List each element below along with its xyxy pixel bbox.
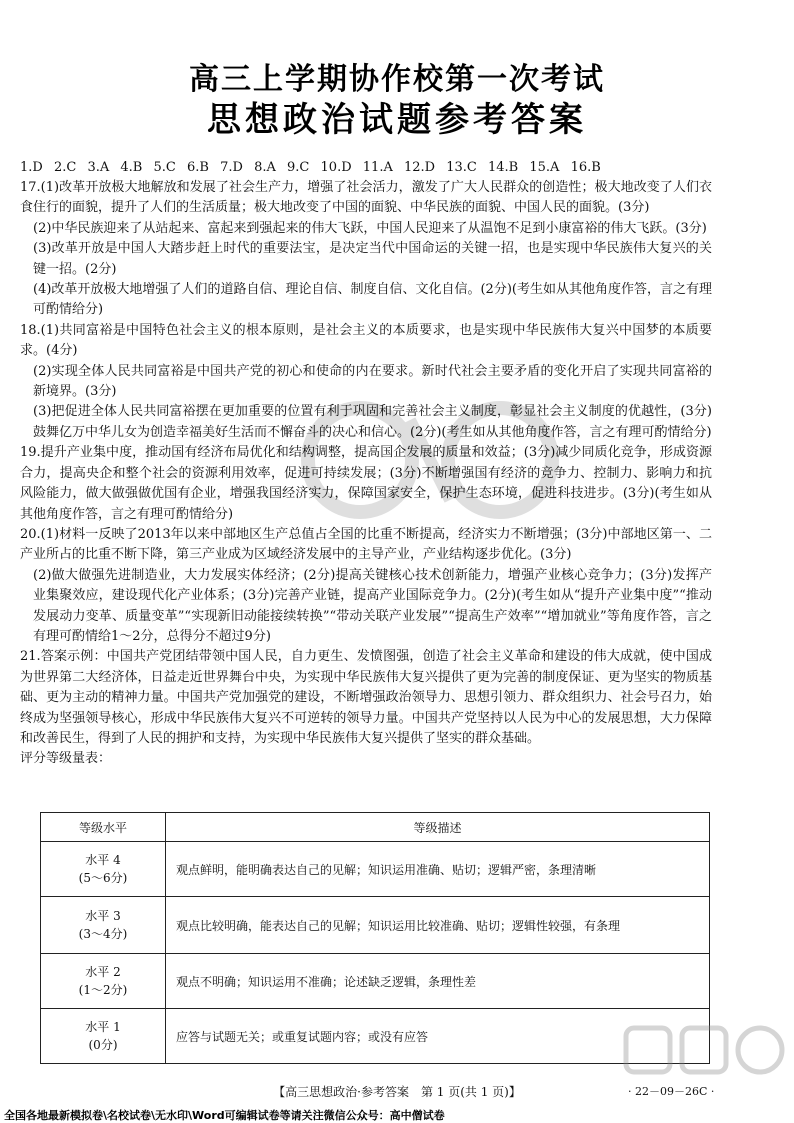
choice-answer: 2.C	[53, 160, 77, 175]
question-17	[20, 178, 712, 321]
rubric-score: (3～4分)	[78, 927, 128, 941]
q17-part4: (4)改革开放极大地增强了人们的道路自信、理论自信、制度自信、文化自信。(2分)(考生如从其他角度作答，言之有理可酌情给分)	[33, 282, 712, 318]
answer-body	[20, 178, 712, 770]
rubric-label: 评分等级量表：	[20, 751, 112, 767]
choice-answer: 1.D	[20, 160, 43, 175]
choice-answer: 9.C	[287, 160, 310, 175]
q17-part2: (2)中华民族迎来了从站起来、富起来到强起来的伟大飞跃，中国人民迎来了从温饱不足到小康富裕的伟大飞跃。(3分)	[33, 220, 707, 236]
header-level: 等级水平	[41, 813, 166, 842]
choice-answer: 15.A	[529, 160, 560, 175]
footer-text: 【高三思想政治·参考答案 第 1 页(共 1 页)】	[273, 1085, 521, 1099]
rubric-description: 应答与试题无关；或重复试题内容；或没有应答	[166, 1009, 710, 1064]
choice-answer: 7.D	[220, 160, 243, 175]
rubric-score: (1～2分)	[78, 983, 128, 997]
question-18	[20, 321, 712, 443]
rubric-level: 水平 2	[85, 965, 121, 979]
choice-answer: 12.D	[403, 160, 436, 175]
rubric-description: 观点比较明确，能表达自己的见解；知识运用比较准确、贴切；逻辑性较强，有条理	[166, 897, 710, 954]
header-description: 等级描述	[166, 813, 710, 842]
choice-answer: 5.C	[153, 160, 176, 175]
rubric-level: 水平 4	[85, 853, 121, 867]
rubric-header-row	[41, 813, 710, 842]
rubric-row	[41, 842, 710, 897]
rubric-description: 观点不明确；知识运用不准确；论述缺乏逻辑，条理性差	[166, 954, 710, 1009]
rubric-score: (5～6分)	[78, 871, 128, 885]
question-20	[20, 525, 712, 647]
choice-answer: 16.B	[570, 160, 601, 175]
q17-part3: (3)改革开放是中国人大踏步赶上时代的重要法宝，是决定当代中国命运的关键一招，也是实现中华民族伟大复兴的关键一招。(2分)	[33, 241, 712, 277]
rubric-table	[40, 812, 710, 1064]
page-footer	[0, 1083, 794, 1100]
choice-answers	[20, 158, 608, 178]
choice-answer: 10.D	[320, 160, 352, 175]
choice-answer: 4.B	[120, 160, 143, 175]
rubric-row	[41, 1009, 710, 1064]
choice-answer: 13.C	[446, 160, 477, 175]
choice-answer: 14.B	[488, 160, 519, 175]
q21-part1: 21.答案示例：中国共产党团结带领中国人民，自力更生、发愤图强，创造了社会主义革命和建设的伟大成就，使中国成为世界第二大经济体，日益走近世界舞台中央，为实现中华民族伟大复兴提供了更为完善的制度保证、更为坚实的物质基础、更为主动的精神力量。中国共产党加强党的建设，不断增强政治领导力、思想引领力、群众组织力、社会号召力，始终成为坚强领导核心，形成中华民族伟大复兴不可逆转的领导力量。中国共产党坚持以人民为中心的发展思想，大力保障和改善民生，得到了人民的拥护和支持，为实现中华民族伟大复兴提供了坚实的群众基础。	[20, 649, 712, 746]
rubric-row	[41, 954, 710, 1009]
q18-part3: (3)把促进全体人民共同富裕摆在更加重要的位置有利于巩固和完善社会主义制度，彰显社会主义制度的优越性，(3分)鼓舞亿万中华儿女为创造幸福美好生活而不懈奋斗的决心和信心。(2分)(考生如从其他角度作答，言之有理可酌情给分)	[33, 404, 712, 440]
corner-watermark-icon	[620, 1020, 790, 1080]
rubric-score: (0分)	[88, 1038, 118, 1052]
choice-answer: 11.A	[362, 160, 393, 175]
q17-part1: 17.(1)改革开放极大地解放和发展了社会生产力，增强了社会活力，激发了广大人民群众的创造性；极大地改变了人们衣食住行的面貌，提升了人们的生活质量；极大地改变了中国的面貌、中华民族的面貌、中国人民的面貌。(3分)	[20, 180, 712, 216]
choice-answer: 6.B	[187, 160, 209, 175]
rubric-description: 观点鲜明，能明确表达自己的见解；知识运用准确、贴切；逻辑严密，条理清晰	[166, 842, 710, 897]
rubric-level: 水平 3	[85, 909, 121, 923]
q19-part1: 19.提升产业集中度，推动国有经济布局优化和结构调整，提高国企发展的质量和效益；(3分)减少同质化竞争，形成资源合力，提高央企和整个社会的资源利用效率，促进可持续发展；(3分)不断增强国有经济的竞争力、控制力、影响力和抗风险能力，做大做强做优国有企业，增强我国经济实力，保障国家安全，保护生态环境，促进科技进步。(3分)(考生如从其他角度作答，言之有理可酌情给分)	[20, 445, 712, 522]
document-subtitle: 思想政治试题参考答案	[207, 100, 587, 140]
bottom-banner: 全国各地最新模拟卷\名校试卷\无水印\Word可编辑试卷等请关注微信公众号：高中僧试卷	[4, 1109, 445, 1122]
document-title: 高三上学期协作校第一次考试	[189, 62, 605, 97]
question-21	[20, 647, 712, 769]
question-19	[20, 443, 712, 525]
q18-part2: (2)实现全体人民共同富裕是中国共产党的初心和使命的内在要求。新时代社会主要矛盾的变化开启了实现共同富裕的新境界。(3分)	[33, 363, 712, 400]
footer-code: · 22－09－26C ·	[628, 1085, 715, 1098]
rubric-level-cell	[41, 1009, 166, 1064]
rubric-level: 水平 1	[85, 1020, 121, 1034]
rubric-level-cell	[41, 842, 166, 897]
q20-part1: 20.(1)材料一反映了2013年以来中部地区生产总值占全国的比重不断提高，经济实力不断增强；(3分)中部地区第一、二产业所占的比重不断下降，第三产业成为区域经济发展中的主导产业，产业结构逐步优化。(3分)	[20, 526, 712, 563]
rubric-level-cell	[41, 897, 166, 954]
choice-answer: 8.A	[254, 160, 276, 175]
choice-answer: 3.A	[87, 160, 110, 175]
rubric-level-cell	[41, 954, 166, 1009]
q20-part2: (2)做大做强先进制造业，大力发展实体经济；(2分)提高关键核心技术创新能力，增强产业核心竞争力；(3分)发挥产业集聚效应，建设现代化产业体系；(3分)完善产业链，提高产业国际竞争力。(2分)(考生如从“提升产业集中度”“推动发展动力变革、质量变革”“实现新旧动能接续转换”“带动关联产业发展”“提高生产效率”“增加就业”等角度作答，言之有理可酌情给1～2分，总得分不超过9分)	[33, 567, 712, 644]
rubric-row	[41, 897, 710, 954]
q18-part1: 18.(1)共同富裕是中国特色社会主义的根本原则，是社会主义的本质要求，也是实现中华民族伟大复兴中国梦的本质要求。(4分)	[20, 322, 712, 359]
